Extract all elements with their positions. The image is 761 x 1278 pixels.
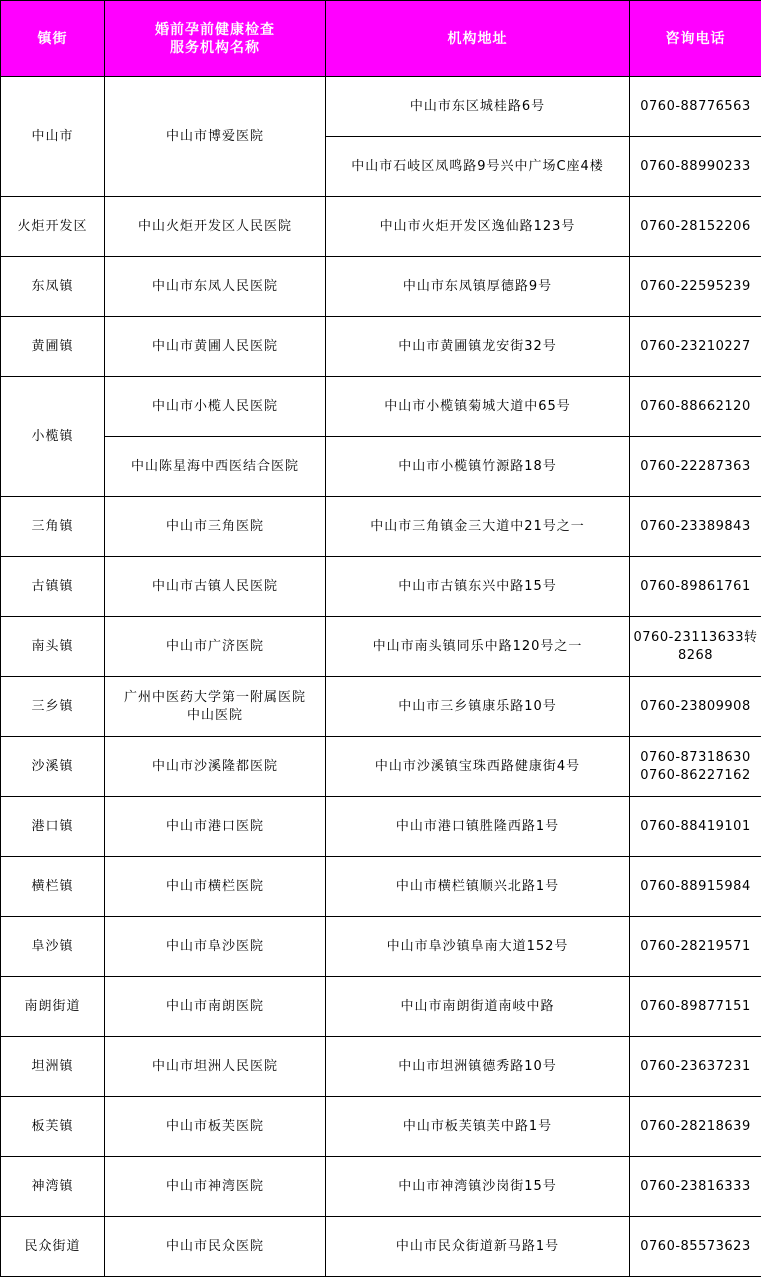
phone-line: 8268 [677,647,714,663]
institution-cell: 中山市博爱医院 [105,77,326,197]
table-row [1,977,761,1037]
table-row [1,917,761,977]
table-row [1,377,761,437]
institution-cell: 中山陈星海中西医结合医院 [105,437,326,497]
header-institution-line1: 婚前孕前健康检查 [155,21,275,38]
address-cell: 中山市古镇东兴中路15号 [326,557,630,617]
institution-cell [105,677,326,737]
institution-cell: 中山市古镇人民医院 [105,557,326,617]
header-town: 镇街 [1,1,105,77]
address-cell: 中山市黄圃镇龙安街32号 [326,317,630,377]
phone-cell: 0760-89877151 [630,977,761,1037]
phone-cell: 0760-23637231 [630,1037,761,1097]
town-cell: 火炬开发区 [1,197,105,257]
institution-cell: 中山市民众医院 [105,1217,326,1277]
address-cell: 中山市三角镇金三大道中21号之一 [326,497,630,557]
institution-cell: 中山市南朗医院 [105,977,326,1037]
address-cell: 中山市火炬开发区逸仙路123号 [326,197,630,257]
town-cell: 南朗街道 [1,977,105,1037]
phone-cell: 0760-88990233 [630,137,761,197]
phone-cell: 0760-28152206 [630,197,761,257]
table-row [1,737,761,797]
phone-cell: 0760-23809908 [630,677,761,737]
town-cell: 沙溪镇 [1,737,105,797]
address-cell: 中山市坦洲镇德秀路10号 [326,1037,630,1097]
institution-cell: 中山市阜沙医院 [105,917,326,977]
table-row [1,617,761,677]
address-cell: 中山市板芙镇芙中路1号 [326,1097,630,1157]
town-cell: 三乡镇 [1,677,105,737]
table-row [1,77,761,137]
town-cell: 黄圃镇 [1,317,105,377]
table-row [1,497,761,557]
address-cell: 中山市沙溪镇宝珠西路健康街4号 [326,737,630,797]
phone-cell [630,737,761,797]
phone-line: 0760-23113633转 [633,629,758,645]
institution-cell: 中山市东凤人民医院 [105,257,326,317]
phone-cell: 0760-28219571 [630,917,761,977]
address-cell: 中山市小榄镇菊城大道中65号 [326,377,630,437]
phone-line: 0760-87318630 [640,749,751,765]
header-institution [105,1,326,77]
phone-line: 0760-86227162 [640,767,751,783]
header-row [1,1,761,77]
table-row [1,437,761,497]
table-row [1,557,761,617]
table-row [1,1217,761,1277]
phone-cell: 0760-88419101 [630,797,761,857]
town-cell: 南头镇 [1,617,105,677]
town-cell: 中山市 [1,77,105,197]
address-cell: 中山市阜沙镇阜南大道152号 [326,917,630,977]
table-row [1,1157,761,1217]
phone-cell: 0760-85573623 [630,1217,761,1277]
phone-cell: 0760-22595239 [630,257,761,317]
institution-cell: 中山市神湾医院 [105,1157,326,1217]
town-cell: 板芙镇 [1,1097,105,1157]
table-row [1,797,761,857]
address-cell: 中山市神湾镇沙岗街15号 [326,1157,630,1217]
phone-cell: 0760-23816333 [630,1157,761,1217]
institution-line: 中山医院 [186,707,243,723]
town-cell: 阜沙镇 [1,917,105,977]
institution-cell: 中山火炬开发区人民医院 [105,197,326,257]
institution-cell: 中山市广济医院 [105,617,326,677]
institution-cell: 中山市港口医院 [105,797,326,857]
table-row [1,677,761,737]
institution-cell: 中山市黄圃人民医院 [105,317,326,377]
town-cell: 民众街道 [1,1217,105,1277]
institution-cell: 中山市小榄人民医院 [105,377,326,437]
address-cell: 中山市东凤镇厚德路9号 [326,257,630,317]
header-address: 机构地址 [326,1,630,77]
town-cell: 坦洲镇 [1,1037,105,1097]
table-row [1,317,761,377]
table-row [1,857,761,917]
address-cell: 中山市石岐区凤鸣路9号兴中广场C座4楼 [326,137,630,197]
institution-cell: 中山市横栏医院 [105,857,326,917]
phone-cell: 0760-89861761 [630,557,761,617]
town-cell: 三角镇 [1,497,105,557]
town-cell: 港口镇 [1,797,105,857]
table-row [1,197,761,257]
phone-cell: 0760-88776563 [630,77,761,137]
town-cell: 横栏镇 [1,857,105,917]
table-row [1,1037,761,1097]
phone-cell [630,617,761,677]
institution-cell: 中山市沙溪隆都医院 [105,737,326,797]
header-institution-line2: 服务机构名称 [170,39,260,56]
phone-cell: 0760-22287363 [630,437,761,497]
phone-cell: 0760-88915984 [630,857,761,917]
town-cell: 小榄镇 [1,377,105,497]
institution-line: 广州中医药大学第一附属医院 [123,689,306,705]
address-cell: 中山市三乡镇康乐路10号 [326,677,630,737]
town-cell: 古镇镇 [1,557,105,617]
town-cell: 神湾镇 [1,1157,105,1217]
table-row [1,257,761,317]
address-cell: 中山市东区城桂路6号 [326,77,630,137]
address-cell: 中山市小榄镇竹源路18号 [326,437,630,497]
address-cell: 中山市港口镇胜隆西路1号 [326,797,630,857]
institution-cell: 中山市坦洲人民医院 [105,1037,326,1097]
header-phone: 咨询电话 [630,1,761,77]
institution-cell: 中山市三角医院 [105,497,326,557]
phone-cell: 0760-88662120 [630,377,761,437]
address-cell: 中山市民众街道新马路1号 [326,1217,630,1277]
address-cell: 中山市横栏镇顺兴北路1号 [326,857,630,917]
address-cell: 中山市南头镇同乐中路120号之一 [326,617,630,677]
town-cell: 东凤镇 [1,257,105,317]
address-cell: 中山市南朗街道南岐中路 [326,977,630,1037]
table-row [1,1097,761,1157]
phone-cell: 0760-23389843 [630,497,761,557]
phone-cell: 0760-23210227 [630,317,761,377]
institution-cell: 中山市板芙医院 [105,1097,326,1157]
phone-cell: 0760-28218639 [630,1097,761,1157]
